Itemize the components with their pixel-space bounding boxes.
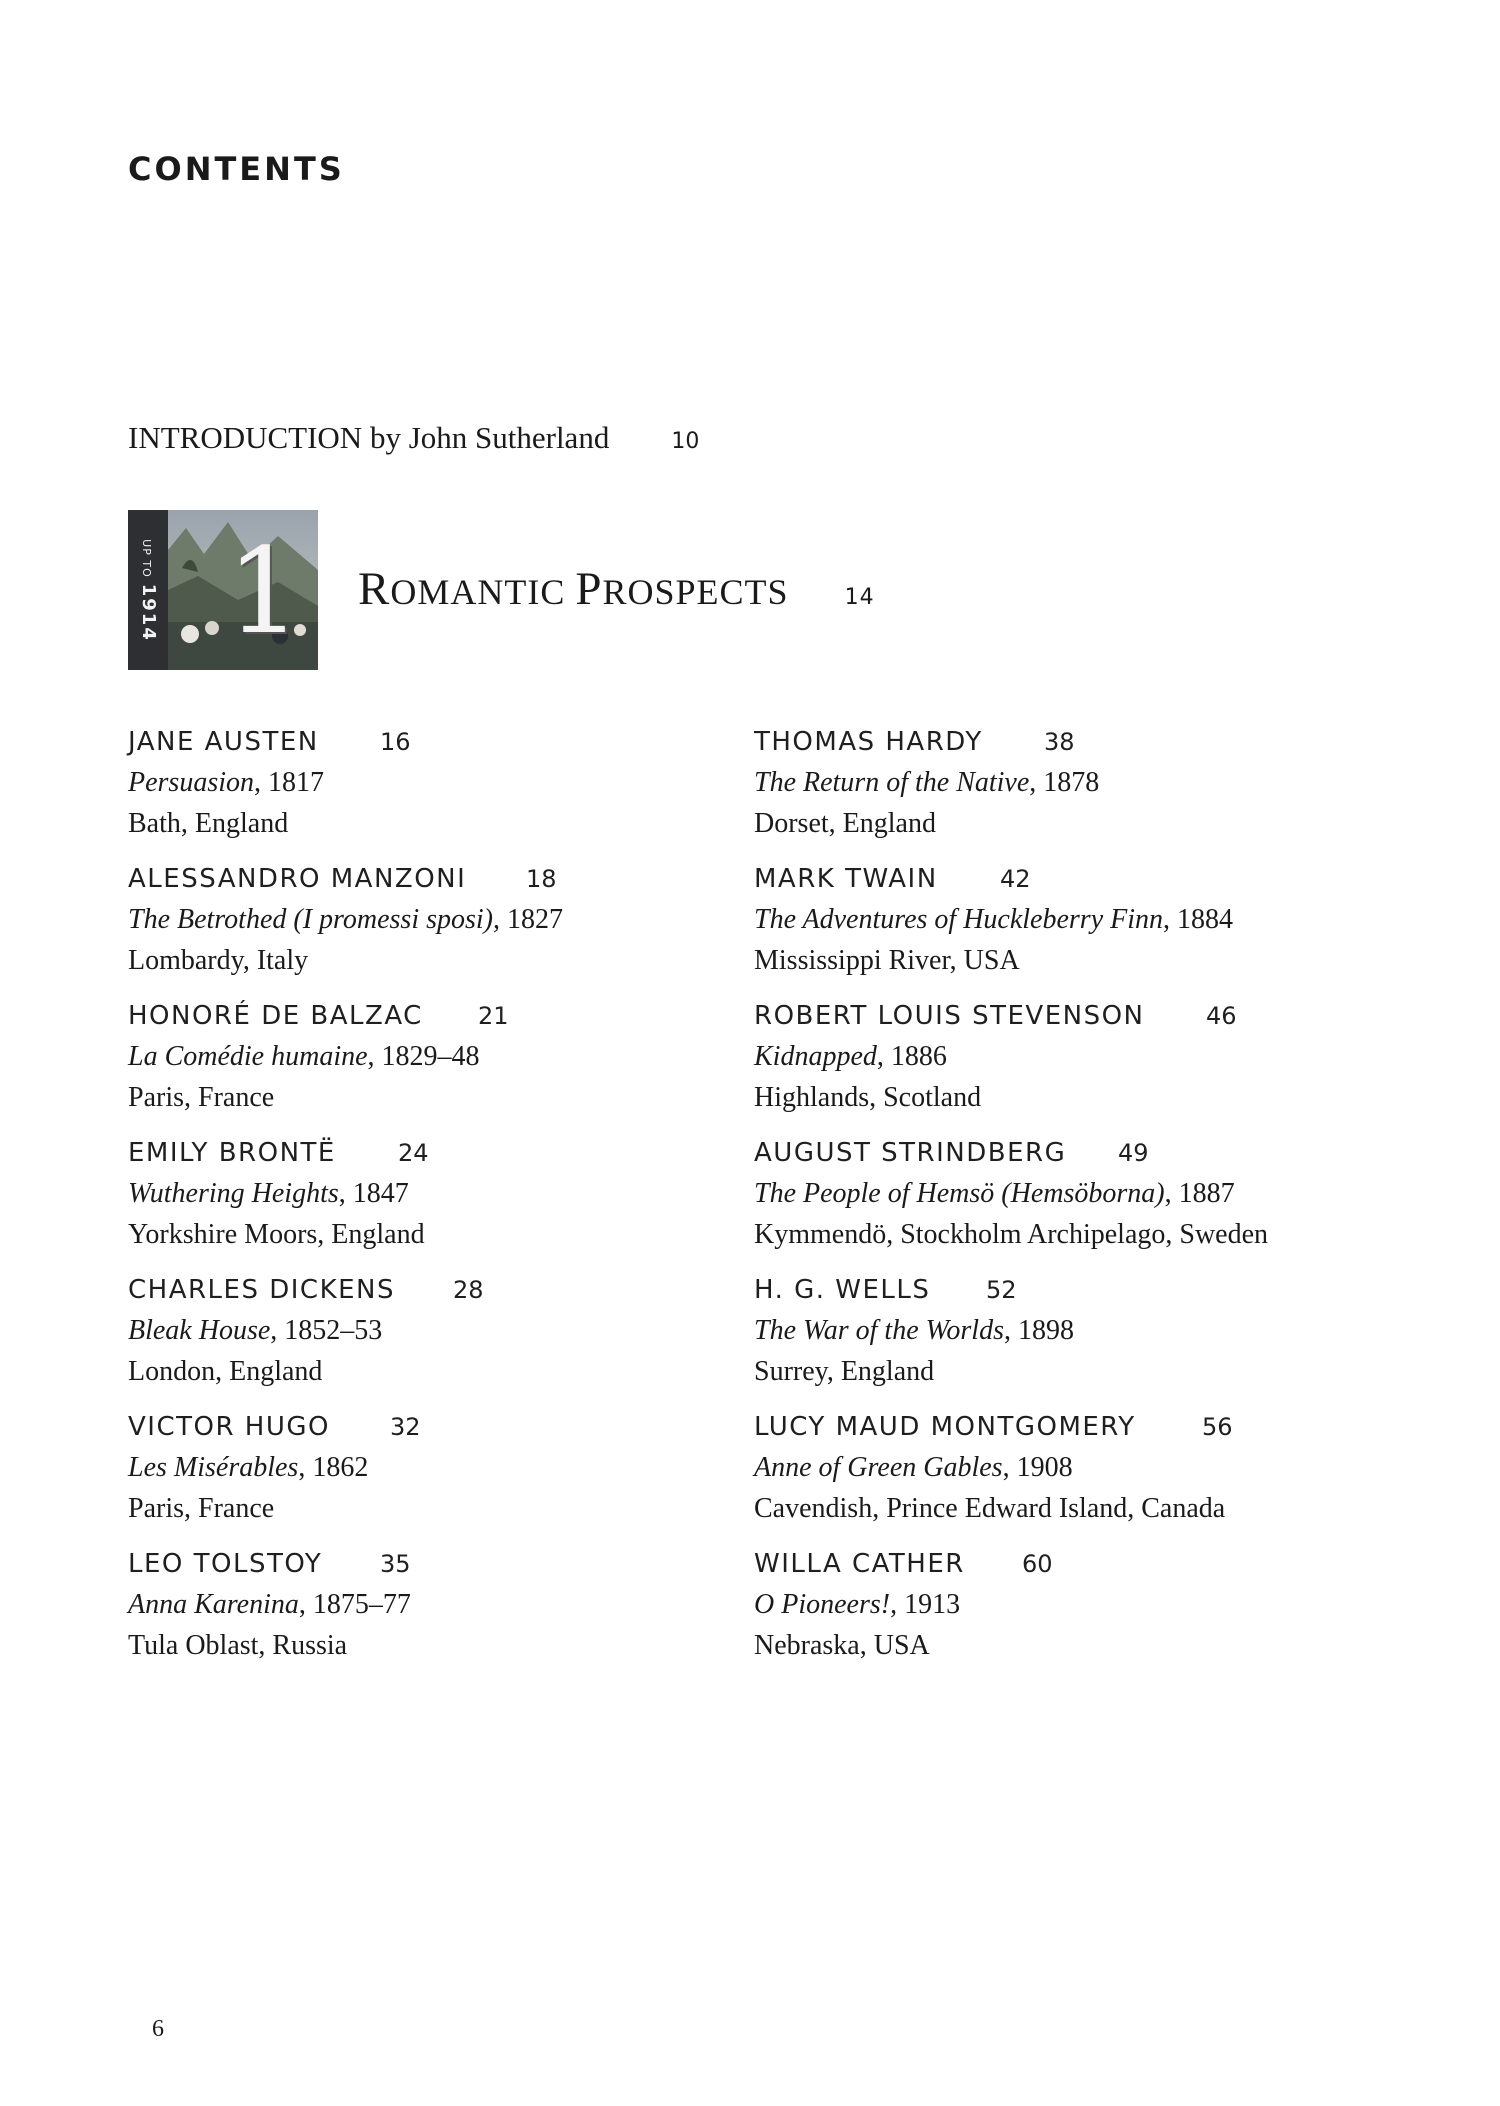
entry-work-year: , 1875–77 <box>298 1589 411 1620</box>
entry-page-number: 56 <box>1202 1413 1233 1441</box>
entry-work-year: , 1878 <box>1029 767 1100 798</box>
entry-page-number: 52 <box>986 1276 1017 1304</box>
entry-work-year: , 1898 <box>1003 1315 1074 1346</box>
entry-work-year: , 1886 <box>876 1041 947 1072</box>
entry-work-year: , 1829–48 <box>367 1041 480 1072</box>
entry-work-year: , 1908 <box>1002 1452 1073 1483</box>
entry-work-year: , 1852–53 <box>270 1315 383 1346</box>
chapter-page-number: 14 <box>844 585 875 610</box>
entry-work-title: The Adventures of Huckleberry Finn <box>754 904 1164 935</box>
entry-author: CHARLES DICKENS <box>128 1275 396 1305</box>
entry-page-number: 46 <box>1206 1002 1237 1030</box>
entry-setting: Tula Oblast, Russia <box>128 1630 348 1661</box>
entry-author: JANE AUSTEN <box>128 727 319 757</box>
entry-page-number: 49 <box>1118 1139 1149 1167</box>
chapter-badge <box>128 510 318 670</box>
entry-setting: Paris, France <box>128 1082 275 1113</box>
entry-page-number: 32 <box>390 1413 421 1441</box>
contents-entry[interactable] <box>754 859 1374 996</box>
entry-author: HONORÉ DE BALZAC <box>128 1001 423 1031</box>
entry-page-number: 35 <box>380 1550 411 1578</box>
entry-setting: Mississippi River, USA <box>754 945 1020 976</box>
entry-work-title: Anna Karenina <box>128 1589 299 1620</box>
entry-work-year: , 1884 <box>1163 904 1234 935</box>
entry-setting: Lombardy, Italy <box>128 945 309 976</box>
entry-work-year: , 1847 <box>338 1178 409 1209</box>
entry-author: H. G. WELLS <box>754 1275 931 1305</box>
contents-entry[interactable] <box>754 996 1374 1133</box>
chapter-title-initial-2: P <box>575 563 603 615</box>
entry-page-number: 28 <box>453 1276 484 1304</box>
entry-author: VICTOR HUGO <box>128 1412 330 1442</box>
entry-setting: Nebraska, USA <box>754 1630 930 1661</box>
entry-author: WILLA CATHER <box>754 1549 965 1579</box>
entry-work-title: La Comédie humaine <box>128 1041 368 1072</box>
chapter-title-word-1: OMANTIC <box>390 572 576 612</box>
entry-work-year: , 1862 <box>298 1452 369 1483</box>
entry-work-title: The Betrothed (I promessi sposi) <box>128 904 493 935</box>
entry-page-number: 60 <box>1022 1550 1053 1578</box>
entry-page-number: 18 <box>526 865 557 893</box>
contents-entry[interactable] <box>128 722 688 859</box>
entry-work-year: , 1913 <box>890 1589 961 1620</box>
contents-entry[interactable] <box>754 1544 1374 1681</box>
entry-work-title: The Return of the Native <box>754 767 1030 798</box>
entry-work-title: Wuthering Heights <box>128 1178 339 1209</box>
entry-work-title: Les Misérables <box>128 1452 299 1483</box>
chapter-period-year: 1914 <box>137 583 159 642</box>
entry-page-number: 21 <box>478 1002 509 1030</box>
contents-entry[interactable] <box>128 1270 688 1407</box>
entry-work-title: Bleak House <box>128 1315 271 1346</box>
entry-author: EMILY BRONTË <box>128 1138 336 1168</box>
entry-work-title: The War of the Worlds <box>754 1315 1004 1346</box>
contents-entry[interactable] <box>128 859 688 996</box>
entry-setting: Kymmendö, Stockholm Archipelago, Sweden <box>754 1219 1269 1250</box>
contents-entry[interactable] <box>128 1407 688 1544</box>
entry-author: ROBERT LOUIS STEVENSON <box>754 1001 1145 1031</box>
entry-author: LUCY MAUD MONTGOMERY <box>754 1412 1136 1442</box>
entry-work-title: Anne of Green Gables <box>754 1452 1003 1483</box>
entry-page-number: 24 <box>398 1139 429 1167</box>
contents-entry[interactable] <box>754 722 1374 859</box>
entry-setting: Bath, England <box>128 808 289 839</box>
entry-work-title: Persuasion <box>128 767 254 798</box>
contents-entry[interactable] <box>128 996 688 1133</box>
entry-work-title: Kidnapped <box>754 1041 877 1072</box>
contents-entry[interactable] <box>754 1133 1374 1270</box>
contents-entry[interactable] <box>754 1270 1374 1407</box>
contents-column-left <box>128 722 688 1681</box>
entry-author: THOMAS HARDY <box>754 727 983 757</box>
chapter-period-prefix: UP TO <box>139 538 153 578</box>
entry-author: MARK TWAIN <box>754 864 938 894</box>
entry-setting: London, England <box>128 1356 323 1387</box>
contents-column-right <box>754 722 1374 1681</box>
introduction-label: INTRODUCTION by John Sutherland <box>128 420 610 455</box>
contents-entry[interactable] <box>128 1544 688 1681</box>
entry-setting: Highlands, Scotland <box>754 1082 982 1113</box>
entry-setting: Surrey, England <box>754 1356 935 1387</box>
chapter-title-initial-1: R <box>358 563 391 615</box>
entry-author: ALESSANDRO MANZONI <box>128 864 467 894</box>
entry-work-title: The People of Hemsö (Hemsöborna) <box>754 1178 1165 1209</box>
entry-work-title: O Pioneers! <box>754 1589 891 1620</box>
page-number: 6 <box>152 2016 164 2042</box>
entry-work-year: , 1817 <box>254 767 324 798</box>
entry-setting: Dorset, England <box>754 808 936 839</box>
entry-page-number: 42 <box>1000 865 1031 893</box>
chapter-period-strip <box>128 510 168 670</box>
entry-author: LEO TOLSTOY <box>128 1549 323 1579</box>
chapter-title-entry[interactable] <box>358 562 875 616</box>
entry-work-year: , 1827 <box>493 904 563 935</box>
entry-setting: Yorkshire Moors, England <box>128 1219 425 1250</box>
entry-author: AUGUST STRINDBERG <box>754 1138 1067 1168</box>
entry-page-number: 38 <box>1044 728 1075 756</box>
introduction-page-number: 10 <box>671 429 700 454</box>
contents-entry[interactable] <box>128 1133 688 1270</box>
contents-entry[interactable] <box>754 1407 1374 1544</box>
chapter-numeral: 1 <box>226 522 302 660</box>
entry-work-year: , 1887 <box>1164 1178 1235 1209</box>
chapter-title-word-2: ROSPECTS <box>602 572 789 612</box>
entry-page-number: 16 <box>380 728 411 756</box>
entry-setting: Cavendish, Prince Edward Island, Canada <box>754 1493 1226 1524</box>
introduction-entry[interactable] <box>128 420 699 456</box>
page-title: CONTENTS <box>128 150 345 188</box>
entry-setting: Paris, France <box>128 1493 275 1524</box>
